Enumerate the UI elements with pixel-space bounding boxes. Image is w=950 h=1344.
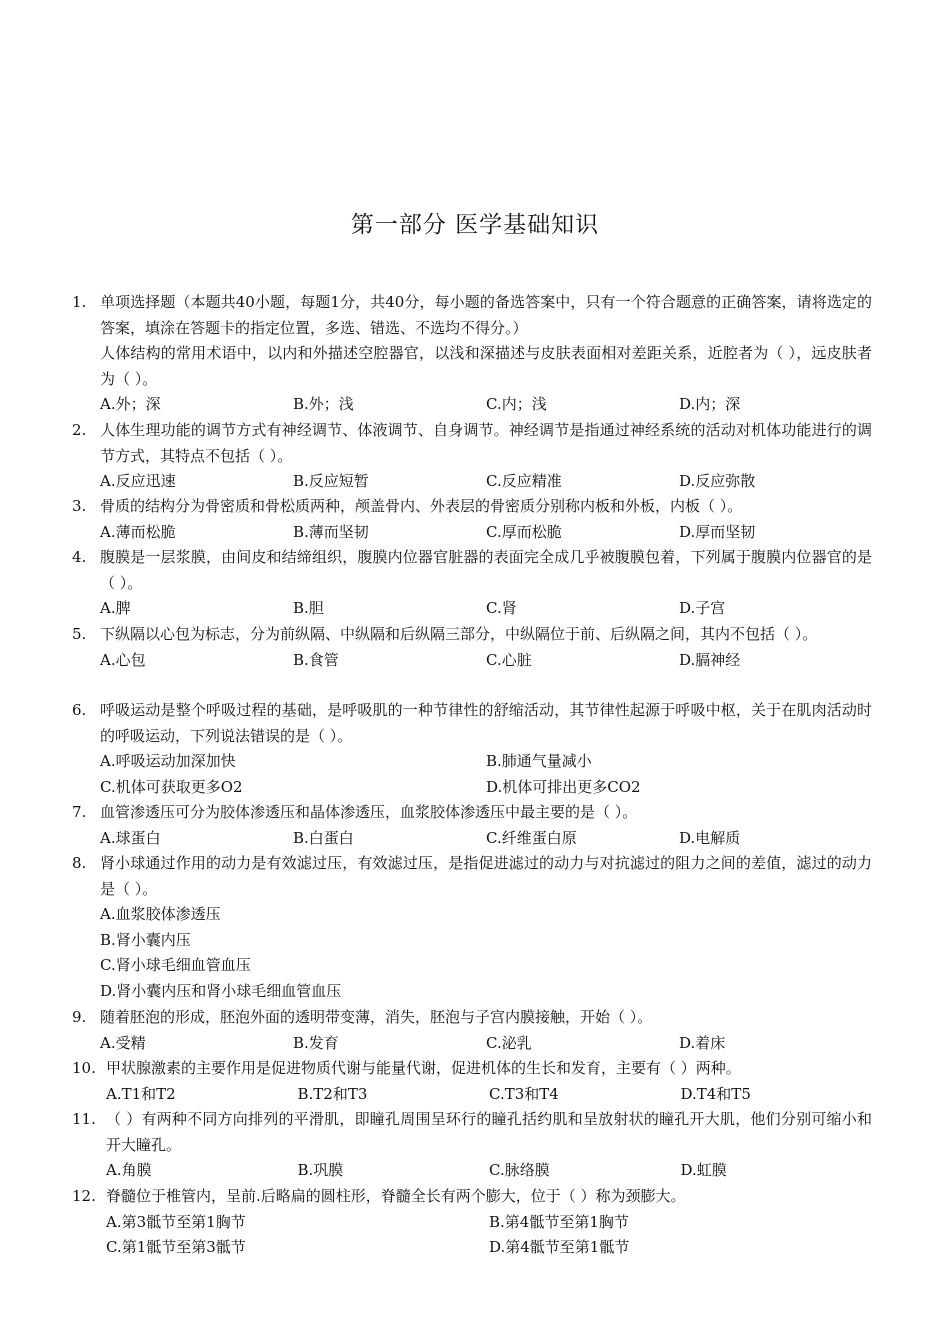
- options-row: [106, 1158, 872, 1184]
- question-item: [72, 1005, 872, 1056]
- option-d: D.虹膜: [680, 1161, 727, 1180]
- option-a: A.外；深: [100, 395, 161, 414]
- options-row: [106, 1082, 872, 1108]
- option-a: A.呼吸运动加深加快: [100, 752, 236, 771]
- option-d: D.T4和T5: [680, 1084, 751, 1103]
- option-d: D.膈神经: [679, 650, 741, 669]
- options-row: [100, 648, 872, 674]
- option-c: C.肾: [486, 599, 517, 618]
- option-c: C.肾小球毛细血管血压: [100, 956, 251, 975]
- option-c: C.反应精准: [486, 472, 562, 491]
- option-c: C.泌乳: [486, 1033, 532, 1052]
- question-text: 人体结构的常用术语中，以内和外描述空腔器官，以浅和深描述与皮肤表面相对差距关系，近腔者为（ ），远皮肤者为（ ）。: [100, 344, 872, 388]
- options-row: [100, 520, 872, 546]
- option-a: A.心包: [100, 650, 146, 669]
- option-a: A.角膜: [106, 1161, 152, 1180]
- option-b: B.白蛋白: [293, 828, 354, 847]
- options-row: [106, 1235, 872, 1261]
- option-b: B.反应短暂: [293, 472, 369, 491]
- options-row: [100, 826, 872, 852]
- question-number: 6.: [72, 701, 87, 719]
- question-item: [72, 290, 872, 418]
- option-a: A.第3骶节至第1胸节: [106, 1212, 246, 1231]
- options-list: [100, 902, 872, 1004]
- option-b: B.食管: [293, 650, 339, 669]
- options-row: [100, 392, 872, 418]
- option-d: D.反应弥散: [679, 472, 756, 491]
- option-d: D.厚而坚韧: [679, 522, 756, 541]
- question-text: 下纵隔以心包为标志，分为前纵隔、中纵隔和后纵隔三部分，中纵隔位于前、后纵隔之间，其内不包括（ ）。: [100, 625, 818, 643]
- question-item: [72, 698, 872, 800]
- option-a: A.受精: [100, 1033, 146, 1052]
- options-row: [106, 1210, 872, 1236]
- question-item: [72, 800, 872, 851]
- question-text: 人体生理功能的调节方式有神经调节、体液调节、自身调节。神经调节是指通过神经系统的活动对机体功能进行的调节方式，其特点不包括（ ）。: [100, 421, 872, 465]
- option-c: C.T3和T4: [489, 1084, 559, 1103]
- question-number: 7.: [72, 803, 87, 821]
- question-text: 甲状腺激素的主要作用是促进物质代谢与能量代谢，促进机体的生长和发育，主要有（ ）两种。: [106, 1059, 741, 1077]
- question-text: 呼吸运动是整个呼吸过程的基础，是呼吸肌的一种节律性的舒缩活动，其节律性起源于呼吸中枢，关于在肌肉活动时的呼吸运动，下列说法错误的是（ ）。: [100, 701, 872, 745]
- options-row: [100, 596, 872, 622]
- option-b: B.肺通气量减小: [486, 752, 592, 771]
- option-c: C.机体可获取更多O2: [100, 777, 243, 796]
- option-b: B.薄而坚韧: [293, 522, 369, 541]
- question-number: 4.: [72, 548, 87, 566]
- section-title: 第一部分 医学基础知识: [350, 212, 600, 238]
- option-b: B.第4骶节至第1胸节: [489, 1212, 629, 1231]
- option-d: D.电解质: [679, 828, 741, 847]
- question-number: 5.: [72, 625, 87, 643]
- option-d: D.第4骶节至第1骶节: [489, 1238, 630, 1257]
- option-b: B.外；浅: [293, 395, 354, 414]
- question-number: 10.: [72, 1059, 96, 1077]
- question-item: [72, 494, 872, 545]
- option-a: A.T1和T2: [106, 1084, 176, 1103]
- options-row: [100, 775, 872, 801]
- question-item: [72, 1056, 872, 1107]
- option-b: B.胆: [293, 599, 324, 618]
- question-item: [72, 1184, 872, 1261]
- option-b: B.发育: [293, 1033, 339, 1052]
- options-row: [100, 749, 872, 775]
- option-a: A.薄而松脆: [100, 522, 176, 541]
- option-c: C.第1骶节至第3骶节: [106, 1238, 246, 1257]
- question-number: 8.: [72, 854, 87, 872]
- options-row: [100, 469, 872, 495]
- question-text: 肾小球通过作用的动力是有效滤过压，有效滤过压，是指促进滤过的动力与对抗滤过的阻力之间的差值，滤过的动力是（ ）。: [100, 854, 872, 898]
- question-number: 12.: [72, 1187, 96, 1205]
- option-a: A.球蛋白: [100, 828, 161, 847]
- question-number: 2.: [72, 421, 87, 439]
- option-d: D.着床: [679, 1033, 726, 1052]
- option-c: C.内；浅: [486, 395, 547, 414]
- question-text: （ ）有两种不同方向排列的平滑肌，即瞳孔周围呈环行的瞳孔括约肌和呈放射状的瞳孔开大肌，他们分别可缩小和开大瞳孔。: [106, 1110, 872, 1154]
- question-text: 腹膜是一层浆膜，由间皮和结缔组织，腹膜内位器官脏器的表面完全成几乎被腹膜包着，下列属于腹膜内位器官的是（ ）。: [100, 548, 872, 592]
- question-text: 随着胚泡的形成，胚泡外面的透明带变薄，消失，胚泡与子宫内膜接触，开始（ ）。: [100, 1008, 653, 1026]
- option-d: D.内；深: [679, 395, 741, 414]
- question-text: 血管渗透压可分为胶体渗透压和晶体渗透压，血浆胶体渗透压中最主要的是（ ）。: [100, 803, 638, 821]
- question-item: [72, 545, 872, 622]
- question-item: [72, 1107, 872, 1184]
- option-c: C.厚而松脆: [486, 522, 562, 541]
- option-a: A.反应迅速: [100, 472, 176, 491]
- option-d: D.机体可排出更多CO2: [486, 777, 641, 796]
- question-number: 9.: [72, 1008, 87, 1026]
- option-c: C.心脏: [486, 650, 532, 669]
- question-number: 1.: [72, 293, 87, 311]
- option-b: B.肾小囊内压: [100, 930, 191, 949]
- question-text: 脊髓位于椎管内，呈前.后略扁的圆柱形，脊髓全长有两个膨大，位于（ ）称为颈膨大。: [106, 1187, 686, 1205]
- question-item: [72, 851, 872, 1005]
- option-d: D.肾小囊内压和肾小球毛细血管血压: [100, 981, 342, 1000]
- option-c: C.脉络膜: [489, 1161, 550, 1180]
- options-row: [100, 1031, 872, 1057]
- question-number: 11.: [72, 1110, 96, 1128]
- option-d: D.子宫: [679, 599, 726, 618]
- option-b: B.T2和T3: [297, 1084, 368, 1103]
- question-item: [72, 622, 872, 673]
- question-text: 单项选择题（本题共40小题，每题1分，共40分，每小题的备选答案中，只有一个符合题意的正确答案，请将选定的答案，填涂在答题卡的指定位置，多选、错选、不选均不得分。）: [100, 293, 872, 337]
- question-number: 3.: [72, 497, 87, 515]
- option-a: A.脾: [100, 599, 131, 618]
- option-c: C.纤维蛋白原: [486, 828, 577, 847]
- option-a: A.血浆胶体渗透压: [100, 905, 221, 924]
- option-b: B.巩膜: [297, 1161, 344, 1180]
- question-item: [72, 418, 872, 495]
- question-text: 骨质的结构分为骨密质和骨松质两种，颅盖骨内、外表层的骨密质分别称内板和外板，内板（ ）。: [100, 497, 743, 515]
